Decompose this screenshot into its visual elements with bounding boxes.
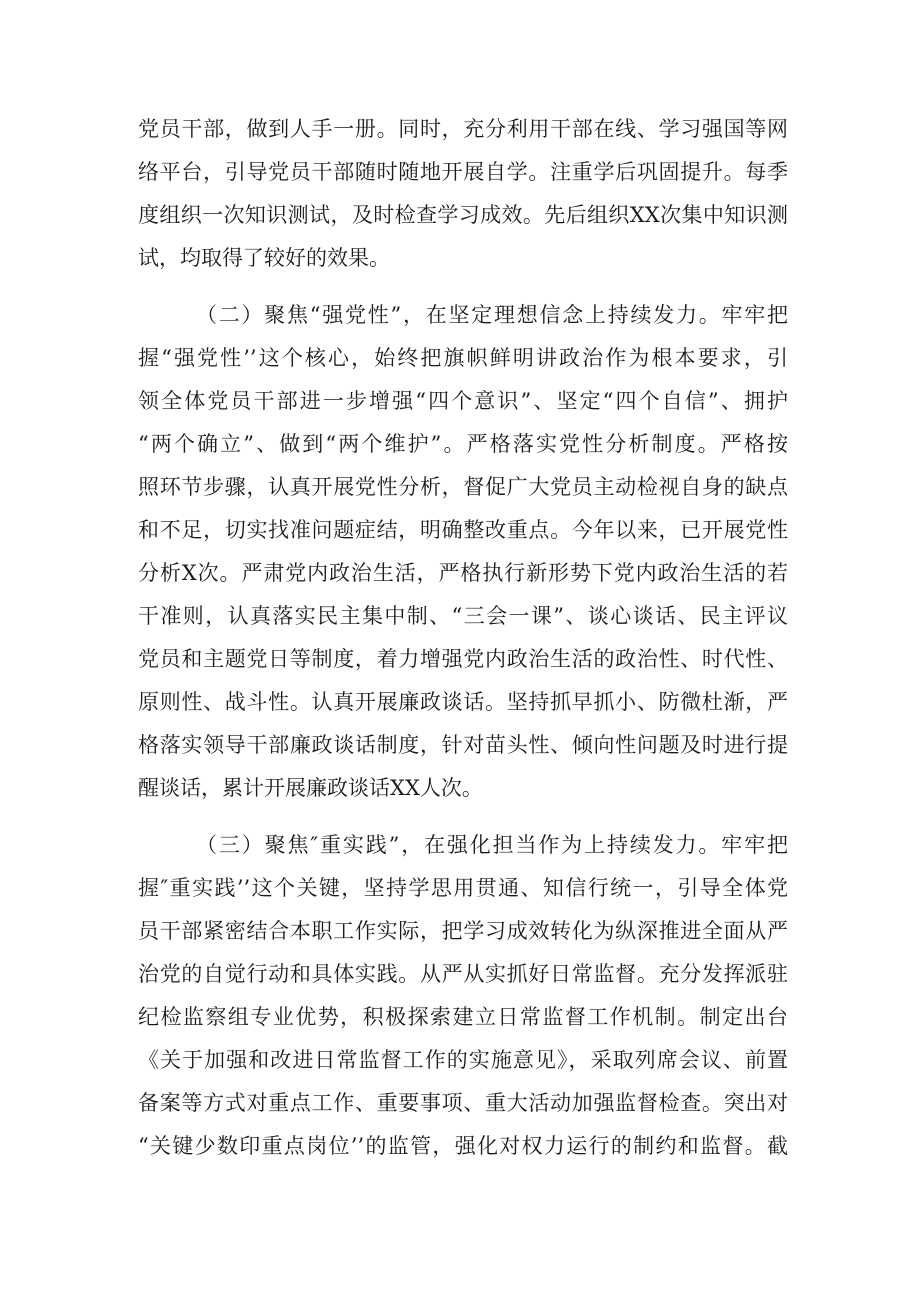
text-line: 度组织一次知识测试，及时检查学习成效。先后组织XX次集中知识测 — [138, 203, 788, 227]
text-line: 党员干部，做到人手一册。同时，充分利用干部在线、学习强国等网 — [138, 117, 788, 141]
text-line: 照环节步骤，认真开展党性分析，督促广大党员主动检视自身的缺点 — [138, 475, 788, 499]
text-line: 试，均取得了较好的效果。 — [138, 246, 390, 270]
text-line: （二）聚焦“强党性”，在坚定理想信念上持续发力。牢牢把 — [196, 303, 788, 327]
text-line: （三）聚焦″重实践”，在强化担当作为上持续发力。牢牢把 — [196, 833, 788, 857]
text-line: “两个确立”、做到“两个维护”。严格落实党性分析制度。严格按 — [138, 432, 788, 456]
text-line: 醒谈话，累计开展廉政谈话XX人次。 — [138, 776, 483, 800]
text-line: 和不足，切实找准问题症结，明确整改重点。今年以来，已开展党性 — [138, 518, 788, 542]
text-line: 原则性、战斗性。认真开展廉政谈话。坚持抓早抓小、防微杜渐，严 — [138, 690, 788, 714]
text-line: 《关于加强和改进日常监督工作的实施意见》，采取列席会议、前置 — [138, 1048, 788, 1072]
text-line: 络平台，引导党员干部随时随地开展自学。注重学后巩固提升。每季 — [138, 160, 788, 184]
text-line: 干准则，认真落实民主集中制、“三会一课”、谈心谈话、民主评议 — [138, 604, 788, 628]
text-line: 员干部紧密结合本职工作实际，把学习成效转化为纵深推进全面从严 — [138, 919, 788, 943]
text-line: 分析X次。严肃党内政治生活，严格执行新形势下党内政治生活的若 — [138, 561, 788, 585]
text-line: 备案等方式对重点工作、重要事项、重大活动加强监督检查。突出对 — [138, 1091, 788, 1115]
text-line: 党员和主题党日等制度，着力增强党内政治生活的政治性、时代性、 — [138, 647, 788, 671]
text-line: 纪检监察组专业优势，积极探索建立日常监督工作机制。制定出台 — [138, 1005, 788, 1029]
text-line: 领全体党员干部进一步增强“四个意识”、坚定“四个自信”、拥护 — [138, 389, 788, 413]
text-line: 握“强党性’’这个核心，始终把旗帜鲜明讲政治作为根本要求，引 — [138, 346, 788, 370]
text-line: 治党的自觉行动和具体实践。从严从实抓好日常监督。充分发挥派驻 — [138, 962, 788, 986]
text-line: 格落实领导干部廉政谈话制度，针对苗头性、倾向性问题及时进行提 — [138, 733, 788, 757]
text-line: “关键少数印重点岗位’’的监管，强化对权力运行的制约和监督。截 — [138, 1134, 788, 1158]
text-line: 握″重实践’’这个关键，坚持学思用贯通、知信行统一，引导全体党 — [138, 876, 788, 900]
